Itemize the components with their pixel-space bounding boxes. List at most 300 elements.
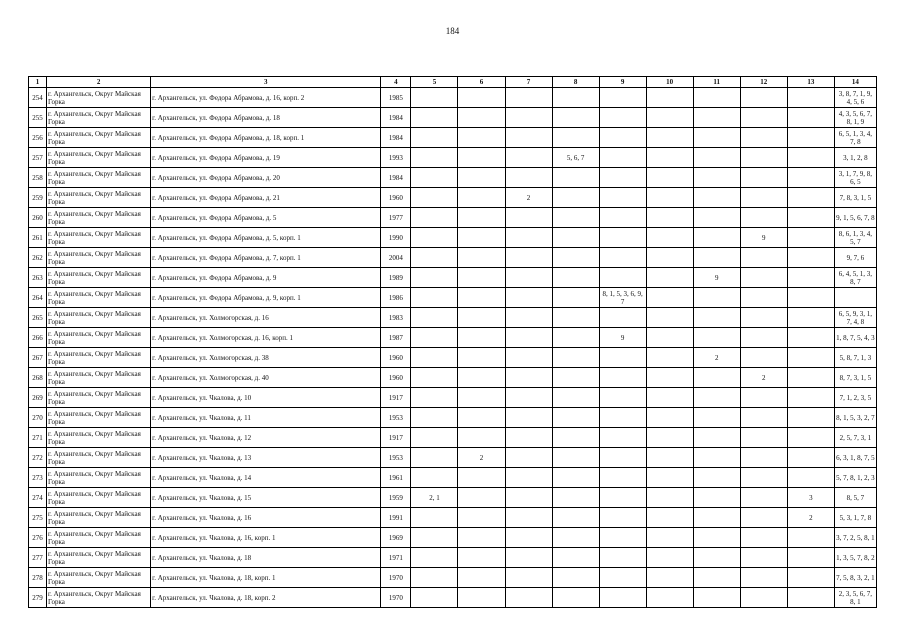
table-cell-col-8 <box>552 288 599 308</box>
table-cell-col-11 <box>693 428 740 448</box>
table-cell-col-8 <box>552 308 599 328</box>
table-cell-col-9 <box>599 248 646 268</box>
table-cell-col-10 <box>646 568 693 588</box>
table-cell-col-12 <box>740 188 787 208</box>
table-cell-col-7 <box>505 108 552 128</box>
table-cell-col-8 <box>552 388 599 408</box>
table-cell-col-2: г. Архангельск, Округ Майская Горка <box>47 408 151 428</box>
table-cell-col-2: г. Архангельск, Округ Майская Горка <box>47 348 151 368</box>
table-cell-col-1: 271 <box>29 428 47 448</box>
table-cell-col-13 <box>787 368 834 388</box>
table-cell-col-9 <box>599 428 646 448</box>
table-cell-col-11 <box>693 388 740 408</box>
table-cell-col-5 <box>411 248 458 268</box>
table-cell-col-10 <box>646 408 693 428</box>
table-cell-col-10 <box>646 88 693 108</box>
table-cell-col-9 <box>599 568 646 588</box>
table-cell-col-14: 6, 5, 1, 3, 4, 7, 8 <box>834 128 876 148</box>
table-cell-col-10 <box>646 488 693 508</box>
table-cell-col-10 <box>646 188 693 208</box>
table-row <box>29 108 877 128</box>
table-cell-col-13 <box>787 388 834 408</box>
table-cell-col-7 <box>505 248 552 268</box>
table-cell-col-2: г. Архангельск, Округ Майская Горка <box>47 548 151 568</box>
table-cell-col-9 <box>599 228 646 248</box>
table-cell-col-9 <box>599 268 646 288</box>
table-row <box>29 528 877 548</box>
table-cell-col-12 <box>740 428 787 448</box>
table-cell-col-12 <box>740 408 787 428</box>
table-cell-col-12 <box>740 528 787 548</box>
table-cell-col-5 <box>411 308 458 328</box>
table-cell-col-2: г. Архангельск, Округ Майская Горка <box>47 308 151 328</box>
table-cell-col-3: г. Архангельск, ул. Чкалова, д. 14 <box>151 468 381 488</box>
table-row <box>29 428 877 448</box>
table-cell-col-4: 1917 <box>381 388 411 408</box>
table-cell-col-13 <box>787 248 834 268</box>
table-cell-col-10 <box>646 148 693 168</box>
table-cell-col-4: 1970 <box>381 568 411 588</box>
column-header-11: 11 <box>693 77 740 88</box>
table-cell-col-3: г. Архангельск, ул. Чкалова, д. 18 <box>151 548 381 568</box>
table-cell-col-7: 2 <box>505 188 552 208</box>
table-cell-col-10 <box>646 308 693 328</box>
table-cell-col-1: 277 <box>29 548 47 568</box>
table-cell-col-8 <box>552 508 599 528</box>
table-cell-col-3: г. Архангельск, ул. Холмогорская, д. 16, корп. 1 <box>151 328 381 348</box>
table-cell-col-11 <box>693 588 740 608</box>
table-cell-col-11 <box>693 548 740 568</box>
table-cell-col-6 <box>458 268 505 288</box>
table-row <box>29 548 877 568</box>
table-cell-col-6 <box>458 428 505 448</box>
table-cell-col-13 <box>787 528 834 548</box>
table-cell-col-7 <box>505 148 552 168</box>
table-cell-col-5 <box>411 368 458 388</box>
table-cell-col-2: г. Архангельск, Округ Майская Горка <box>47 288 151 308</box>
table-row <box>29 228 877 248</box>
table-cell-col-11 <box>693 228 740 248</box>
table-cell-col-2: г. Архангельск, Округ Майская Горка <box>47 248 151 268</box>
table-cell-col-13 <box>787 408 834 428</box>
table-row <box>29 208 877 228</box>
table-cell-col-11 <box>693 408 740 428</box>
table-cell-col-11 <box>693 288 740 308</box>
table-cell-col-3: г. Архангельск, ул. Федора Абрамова, д. 20 <box>151 168 381 188</box>
table-cell-col-7 <box>505 88 552 108</box>
table-cell-col-13 <box>787 108 834 128</box>
table-cell-col-14: 6, 5, 9, 3, 1, 7, 4, 8 <box>834 308 876 328</box>
table-cell-col-7 <box>505 348 552 368</box>
table-cell-col-9 <box>599 348 646 368</box>
table-cell-col-11 <box>693 108 740 128</box>
table-cell-col-12 <box>740 148 787 168</box>
table-cell-col-4: 1985 <box>381 88 411 108</box>
table-cell-col-9 <box>599 368 646 388</box>
table-cell-col-13 <box>787 308 834 328</box>
table-cell-col-12 <box>740 268 787 288</box>
table-cell-col-2: г. Архангельск, Округ Майская Горка <box>47 568 151 588</box>
table-cell-col-4: 1953 <box>381 408 411 428</box>
table-cell-col-11 <box>693 128 740 148</box>
table-cell-col-3: г. Архангельск, ул. Федора Абрамова, д. 16, корп. 2 <box>151 88 381 108</box>
table-cell-col-11 <box>693 468 740 488</box>
table-cell-col-5 <box>411 108 458 128</box>
table-cell-col-1: 261 <box>29 228 47 248</box>
table-row <box>29 88 877 108</box>
table-cell-col-6 <box>458 148 505 168</box>
table-cell-col-2: г. Архангельск, Округ Майская Горка <box>47 368 151 388</box>
table-cell-col-1: 278 <box>29 568 47 588</box>
table-cell-col-7 <box>505 448 552 468</box>
column-header-12: 12 <box>740 77 787 88</box>
table-cell-col-3: г. Архангельск, ул. Чкалова, д. 16, корп. 1 <box>151 528 381 548</box>
column-header-4: 4 <box>381 77 411 88</box>
table-cell-col-10 <box>646 108 693 128</box>
table-cell-col-6 <box>458 108 505 128</box>
table-cell-col-8 <box>552 328 599 348</box>
table-cell-col-14 <box>834 288 876 308</box>
table-cell-col-13 <box>787 88 834 108</box>
table-row <box>29 148 877 168</box>
table-cell-col-9 <box>599 588 646 608</box>
table-cell-col-14: 3, 1, 7, 9, 8, 6, 5 <box>834 168 876 188</box>
table-cell-col-9 <box>599 528 646 548</box>
table-cell-col-9 <box>599 468 646 488</box>
table-cell-col-4: 1959 <box>381 488 411 508</box>
table-cell-col-7 <box>505 468 552 488</box>
table-cell-col-6 <box>458 248 505 268</box>
table-cell-col-10 <box>646 128 693 148</box>
table-cell-col-5 <box>411 188 458 208</box>
table-cell-col-2: г. Архангельск, Округ Майская Горка <box>47 268 151 288</box>
table-cell-col-4: 1990 <box>381 228 411 248</box>
table-cell-col-4: 1991 <box>381 508 411 528</box>
table-cell-col-3: г. Архангельск, ул. Федора Абрамова, д. 9, корп. 1 <box>151 288 381 308</box>
table-cell-col-5 <box>411 588 458 608</box>
table-cell-col-12 <box>740 88 787 108</box>
table-cell-col-14: 5, 7, 8, 1, 2, 3 <box>834 468 876 488</box>
table-cell-col-6 <box>458 208 505 228</box>
table-cell-col-13 <box>787 208 834 228</box>
table-cell-col-14: 1, 8, 7, 5, 4, 3 <box>834 328 876 348</box>
table-cell-col-13 <box>787 128 834 148</box>
table-cell-col-10 <box>646 248 693 268</box>
table-cell-col-1: 262 <box>29 248 47 268</box>
table-cell-col-8 <box>552 448 599 468</box>
header-row <box>29 77 877 88</box>
table-cell-col-5 <box>411 428 458 448</box>
table-cell-col-1: 259 <box>29 188 47 208</box>
table-cell-col-1: 264 <box>29 288 47 308</box>
table-cell-col-5 <box>411 268 458 288</box>
table-cell-col-2: г. Архангельск, Округ Майская Горка <box>47 88 151 108</box>
table-cell-col-12 <box>740 168 787 188</box>
table-cell-col-1: 265 <box>29 308 47 328</box>
table-cell-col-13 <box>787 468 834 488</box>
table-cell-col-1: 258 <box>29 168 47 188</box>
table-cell-col-14: 9, 1, 5, 6, 7, 8 <box>834 208 876 228</box>
column-header-6: 6 <box>458 77 505 88</box>
table-cell-col-2: г. Архангельск, Округ Майская Горка <box>47 188 151 208</box>
column-header-3: 3 <box>151 77 381 88</box>
table-cell-col-9 <box>599 168 646 188</box>
table-cell-col-10 <box>646 168 693 188</box>
table-cell-col-7 <box>505 568 552 588</box>
table-cell-col-2: г. Архангельск, Округ Майская Горка <box>47 388 151 408</box>
table-cell-col-3: г. Архангельск, ул. Федора Абрамова, д. 18 <box>151 108 381 128</box>
table-cell-col-6 <box>458 128 505 148</box>
table-cell-col-12 <box>740 488 787 508</box>
table-cell-col-7 <box>505 228 552 248</box>
table-cell-col-8 <box>552 368 599 388</box>
table-cell-col-9 <box>599 88 646 108</box>
table-cell-col-2: г. Архангельск, Округ Майская Горка <box>47 208 151 228</box>
table-cell-col-12 <box>740 128 787 148</box>
table-cell-col-8 <box>552 548 599 568</box>
table-cell-col-14: 3, 1, 2, 8 <box>834 148 876 168</box>
table-cell-col-14: 9, 7, 6 <box>834 248 876 268</box>
table-row <box>29 408 877 428</box>
table-cell-col-6 <box>458 348 505 368</box>
table-cell-col-13 <box>787 288 834 308</box>
table-cell-col-9 <box>599 108 646 128</box>
table-cell-col-13 <box>787 588 834 608</box>
table-cell-col-8 <box>552 428 599 448</box>
table-cell-col-10 <box>646 448 693 468</box>
table-cell-col-13 <box>787 568 834 588</box>
table-cell-col-12 <box>740 588 787 608</box>
table-cell-col-10 <box>646 348 693 368</box>
table-cell-col-12 <box>740 388 787 408</box>
table-cell-col-5 <box>411 208 458 228</box>
table-cell-col-14: 5, 3, 1, 7, 8 <box>834 508 876 528</box>
table-cell-col-13 <box>787 268 834 288</box>
table-cell-col-13: 3 <box>787 488 834 508</box>
table-cell-col-7 <box>505 368 552 388</box>
table-cell-col-5 <box>411 388 458 408</box>
table-row <box>29 488 877 508</box>
table-cell-col-1: 266 <box>29 328 47 348</box>
table-row <box>29 468 877 488</box>
registry-table <box>28 76 877 608</box>
table-cell-col-8 <box>552 188 599 208</box>
table-cell-col-2: г. Архангельск, Округ Майская Горка <box>47 328 151 348</box>
table-cell-col-9 <box>599 148 646 168</box>
table-cell-col-9 <box>599 448 646 468</box>
table-cell-col-12 <box>740 288 787 308</box>
table-cell-col-14: 1, 3, 5, 7, 8, 2 <box>834 548 876 568</box>
table-cell-col-10 <box>646 508 693 528</box>
table-cell-col-10 <box>646 228 693 248</box>
table-cell-col-1: 274 <box>29 488 47 508</box>
table-cell-col-3: г. Архангельск, ул. Холмогорская, д. 40 <box>151 368 381 388</box>
table-cell-col-5 <box>411 508 458 528</box>
table-cell-col-9 <box>599 188 646 208</box>
table-cell-col-3: г. Архангельск, ул. Чкалова, д. 15 <box>151 488 381 508</box>
table-cell-col-5 <box>411 408 458 428</box>
table-row <box>29 188 877 208</box>
table-cell-col-11 <box>693 248 740 268</box>
column-header-8: 8 <box>552 77 599 88</box>
table-cell-col-7 <box>505 548 552 568</box>
table-row <box>29 328 877 348</box>
table-cell-col-3: г. Архангельск, ул. Федора Абрамова, д. 9 <box>151 268 381 288</box>
table-cell-col-3: г. Архангельск, ул. Федора Абрамова, д. 21 <box>151 188 381 208</box>
table-cell-col-5 <box>411 528 458 548</box>
table-row <box>29 168 877 188</box>
table-cell-col-14: 8, 6, 1, 3, 4, 5, 7 <box>834 228 876 248</box>
column-header-13: 13 <box>787 77 834 88</box>
table-cell-col-5: 2, 1 <box>411 488 458 508</box>
table-cell-col-7 <box>505 288 552 308</box>
table-cell-col-4: 1970 <box>381 588 411 608</box>
table-cell-col-14: 2, 5, 7, 3, 1 <box>834 428 876 448</box>
table-cell-col-11 <box>693 88 740 108</box>
table-cell-col-11 <box>693 308 740 328</box>
table-cell-col-14: 2, 3, 5, 6, 7, 8, 1 <box>834 588 876 608</box>
table-cell-col-2: г. Архангельск, Округ Майская Горка <box>47 488 151 508</box>
table-cell-col-6 <box>458 568 505 588</box>
table-row <box>29 268 877 288</box>
table-cell-col-4: 1986 <box>381 288 411 308</box>
table-cell-col-10 <box>646 548 693 568</box>
table-cell-col-4: 1953 <box>381 448 411 468</box>
table-row <box>29 448 877 468</box>
table-cell-col-6 <box>458 88 505 108</box>
table-cell-col-6 <box>458 168 505 188</box>
table-cell-col-11 <box>693 168 740 188</box>
table-cell-col-7 <box>505 488 552 508</box>
column-header-2: 2 <box>47 77 151 88</box>
table-cell-col-1: 254 <box>29 88 47 108</box>
table-cell-col-12 <box>740 328 787 348</box>
table-cell-col-6 <box>458 308 505 328</box>
table-cell-col-7 <box>505 268 552 288</box>
table-cell-col-8 <box>552 168 599 188</box>
table-row <box>29 508 877 528</box>
table-cell-col-11 <box>693 568 740 588</box>
table-cell-col-10 <box>646 388 693 408</box>
table-cell-col-1: 255 <box>29 108 47 128</box>
table-cell-col-13 <box>787 148 834 168</box>
table-cell-col-9 <box>599 128 646 148</box>
table-cell-col-14: 3, 8, 7, 1, 9, 4, 5, 6 <box>834 88 876 108</box>
table-cell-col-7 <box>505 508 552 528</box>
table-cell-col-8 <box>552 128 599 148</box>
table-row <box>29 288 877 308</box>
table-cell-col-11 <box>693 328 740 348</box>
table-cell-col-14: 8, 1, 5, 3, 2, 7 <box>834 408 876 428</box>
table-row <box>29 308 877 328</box>
table-cell-col-8 <box>552 348 599 368</box>
table-cell-col-4: 1961 <box>381 468 411 488</box>
table-cell-col-6 <box>458 488 505 508</box>
table-cell-col-3: г. Архангельск, ул. Холмогорская, д. 38 <box>151 348 381 368</box>
table-cell-col-8 <box>552 108 599 128</box>
table-cell-col-1: 275 <box>29 508 47 528</box>
table-cell-col-7 <box>505 428 552 448</box>
table-cell-col-9: 8, 1, 5, 3, 6, 9, 7 <box>599 288 646 308</box>
table-cell-col-7 <box>505 408 552 428</box>
table-cell-col-10 <box>646 288 693 308</box>
table-cell-col-7 <box>505 388 552 408</box>
table-cell-col-4: 1977 <box>381 208 411 228</box>
table-cell-col-7 <box>505 208 552 228</box>
table-cell-col-4: 1960 <box>381 368 411 388</box>
table-cell-col-6 <box>458 468 505 488</box>
table-cell-col-9 <box>599 388 646 408</box>
table-row <box>29 348 877 368</box>
column-header-14: 14 <box>834 77 876 88</box>
table-cell-col-3: г. Архангельск, ул. Чкалова, д. 18, корп. 2 <box>151 588 381 608</box>
table-cell-col-12 <box>740 548 787 568</box>
table-cell-col-6 <box>458 528 505 548</box>
column-header-7: 7 <box>505 77 552 88</box>
table-cell-col-11 <box>693 368 740 388</box>
table-cell-col-14: 7, 8, 3, 1, 5 <box>834 188 876 208</box>
table-cell-col-12 <box>740 508 787 528</box>
table-cell-col-12 <box>740 568 787 588</box>
table-cell-col-11 <box>693 508 740 528</box>
table-cell-col-6 <box>458 548 505 568</box>
table-cell-col-1: 272 <box>29 448 47 468</box>
table-cell-col-10 <box>646 208 693 228</box>
table-cell-col-11 <box>693 528 740 548</box>
table-cell-col-13 <box>787 188 834 208</box>
table-row <box>29 368 877 388</box>
table-cell-col-14: 3, 7, 2, 5, 8, 1 <box>834 528 876 548</box>
table-cell-col-9 <box>599 488 646 508</box>
table-cell-col-4: 1987 <box>381 328 411 348</box>
table-cell-col-5 <box>411 348 458 368</box>
table-cell-col-3: г. Архангельск, ул. Чкалова, д. 11 <box>151 408 381 428</box>
column-header-1: 1 <box>29 77 47 88</box>
table-cell-col-13 <box>787 168 834 188</box>
table-cell-col-8 <box>552 568 599 588</box>
table-cell-col-2: г. Архангельск, Округ Майская Горка <box>47 468 151 488</box>
table-cell-col-10 <box>646 428 693 448</box>
table-cell-col-3: г. Архангельск, ул. Чкалова, д. 12 <box>151 428 381 448</box>
table-cell-col-1: 257 <box>29 148 47 168</box>
column-header-10: 10 <box>646 77 693 88</box>
table-cell-col-3: г. Архангельск, ул. Федора Абрамова, д. 5 <box>151 208 381 228</box>
table-cell-col-14: 6, 4, 5, 1, 3, 8, 7 <box>834 268 876 288</box>
table-cell-col-9 <box>599 408 646 428</box>
table-cell-col-1: 256 <box>29 128 47 148</box>
table-cell-col-10 <box>646 528 693 548</box>
table-cell-col-5 <box>411 568 458 588</box>
table-cell-col-3: г. Архангельск, ул. Чкалова, д. 13 <box>151 448 381 468</box>
table-cell-col-3: г. Архангельск, ул. Федора Абрамова, д. 18, корп. 1 <box>151 128 381 148</box>
table-cell-col-6 <box>458 188 505 208</box>
table-cell-col-8 <box>552 208 599 228</box>
table-cell-col-8 <box>552 248 599 268</box>
table-cell-col-3: г. Архангельск, ул. Федора Абрамова, д. 19 <box>151 148 381 168</box>
table-cell-col-3: г. Архангельск, ул. Федора Абрамова, д. 5, корп. 1 <box>151 228 381 248</box>
table-cell-col-6 <box>458 228 505 248</box>
table-cell-col-10 <box>646 588 693 608</box>
table-cell-col-4: 1993 <box>381 148 411 168</box>
table-cell-col-8 <box>552 528 599 548</box>
table-cell-col-1: 260 <box>29 208 47 228</box>
table-cell-col-10 <box>646 368 693 388</box>
column-header-5: 5 <box>411 77 458 88</box>
table-cell-col-2: г. Архангельск, Округ Майская Горка <box>47 108 151 128</box>
table-cell-col-12 <box>740 308 787 328</box>
table-row <box>29 248 877 268</box>
table-cell-col-2: г. Архангельск, Округ Майская Горка <box>47 448 151 468</box>
